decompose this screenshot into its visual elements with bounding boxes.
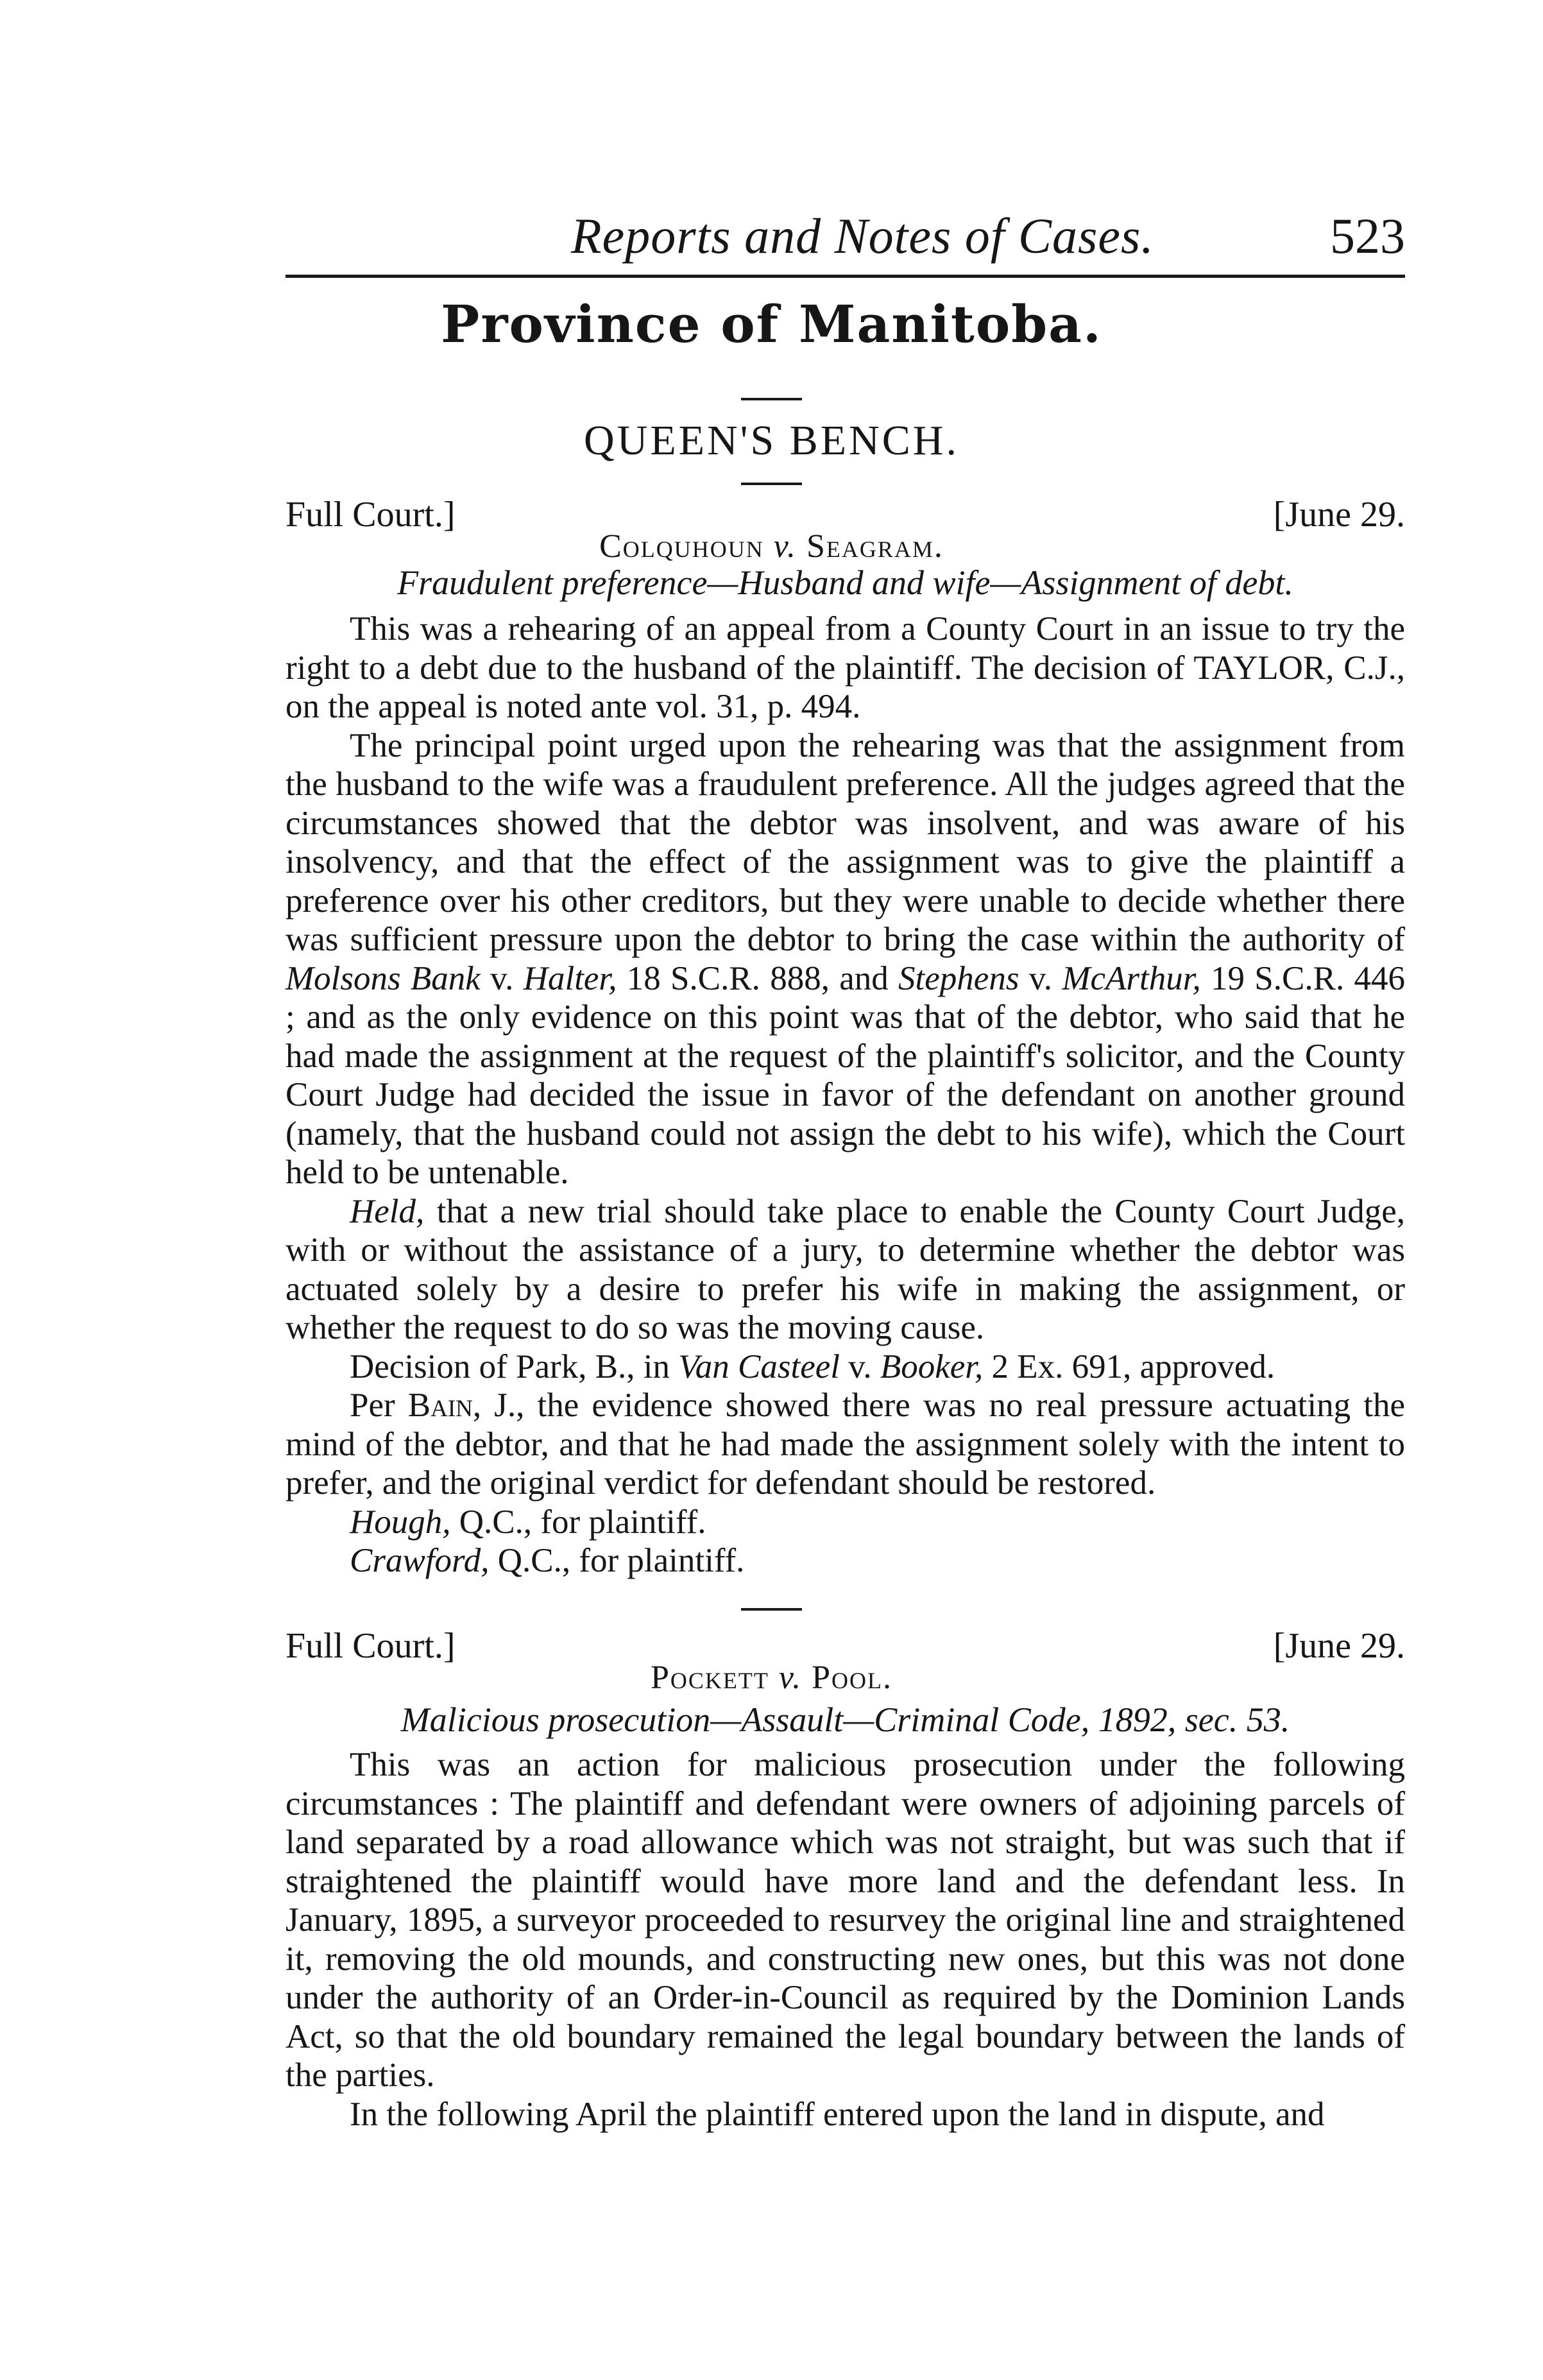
case2-date: [June 29. <box>1273 1626 1405 1666</box>
case1-counsel: Hough, Q.C., for plaintiff. <box>350 1503 706 1541</box>
case1-decision: Decision of Park, B., in Van Casteel v. Booker, 2 Ex. 691, approved. <box>350 1348 1275 1385</box>
page-number: 523 <box>1330 208 1405 264</box>
case1-date: [June 29. <box>1273 495 1405 535</box>
case2-paragraph: In the following April the plaintiff entered upon the land in dispute, and <box>350 2095 1325 2133</box>
divider <box>741 1608 802 1611</box>
case2-body <box>286 1745 1405 2134</box>
case1-defendant: Seagram. <box>806 528 944 565</box>
case1-plaintiff: Colquhoun <box>599 528 764 565</box>
case1-court: Full Court.] <box>286 495 456 535</box>
case2-headnote: Malicious prosecution—Assault—Criminal Code, 1892, sec. 53. <box>400 1700 1290 1739</box>
case1-headnote: Fraudulent preference—Husband and wife—Assignment of debt. <box>397 563 1293 602</box>
case1-versus: v. <box>773 528 797 565</box>
province-title: Province of Manitoba. <box>441 294 1102 354</box>
case1-paragraph: The principal point urged upon the rehearing was that the assignment from the husband to the wife was a fraudulent preference. All the judges agreed that the circumstances showed that the debtor was insolvent, and was aware of his insolvency, and that the effect of the assignment was to give the plaintiff a preference over his other creditors, but they were unable to decide whether there was sufficient pressure upon the debtor to bring the case within the authority of Molsons Bank v. Halter, 18 S.C.R. 888, and Stephens v. McArthur, 19 S.C.R. 446 ; and as the only evidence on this point was that of the debtor, who said that he had made the assignment at the request of the plaintiff's solicitor, and the County Court Judge had decided the issue in favor of the defendant on another ground (namely, that the husband could not assign the debt to his wife), which the Court held to be untenable. <box>286 726 1406 1191</box>
running-title: Reports and Notes of Cases. <box>571 208 1154 264</box>
divider <box>741 398 802 400</box>
case2-court: Full Court.] <box>286 1626 456 1666</box>
case1-held: Held, that a new trial should take place to enable the County Court Judge, with or without the assistance of a jury, to determine whether the debtor was actuated solely by a desire to prefer his wife in making the assignment, or whether the request to do so was the moving cause. <box>286 1192 1405 1346</box>
case1-body <box>286 610 1405 1580</box>
case1-counsel: Crawford, Q.C., for plaintiff. <box>350 1542 745 1579</box>
case2-paragraph: This was an action for malicious prosecution under the following circumstances : The plaintiff and defendant were owners of adjoining parcels of land separated by a road allowance which was not straight, but was such that if straightened the plaintiff would have more land and the defendant less. In January, 1895, a surveyor proceeded to resurvey the original line and straightened it, removing the old mounds, and constructing new ones, but this was not done under the authority of an Order-in-Council as required by the Dominion Lands Act, so that the old boundary remained the legal boundary between the lands of the parties. <box>286 1746 1405 2094</box>
divider <box>741 483 802 485</box>
case1-per-judge: Per Bain, J., the evidence showed there was no real pressure actuating the mind of the debtor, and that he had made the assignment solely with the intent to prefer, and the original verdict for defendant should be restored. <box>286 1387 1405 1502</box>
running-head <box>286 204 1405 278</box>
case2-defendant: Pool. <box>812 1659 893 1696</box>
case1-paragraph: This was a rehearing of an appeal from a County Court in an issue to try the right to a debt due to the husband of the plaintiff. The decision of TAYLOR, C.J., on the appeal is noted ante vol. 31, p. 494. <box>286 610 1405 725</box>
court-title: QUEEN'S BENCH. <box>584 417 959 464</box>
case2-plaintiff: Pockett <box>650 1659 769 1696</box>
case2-versus: v. <box>778 1659 803 1696</box>
